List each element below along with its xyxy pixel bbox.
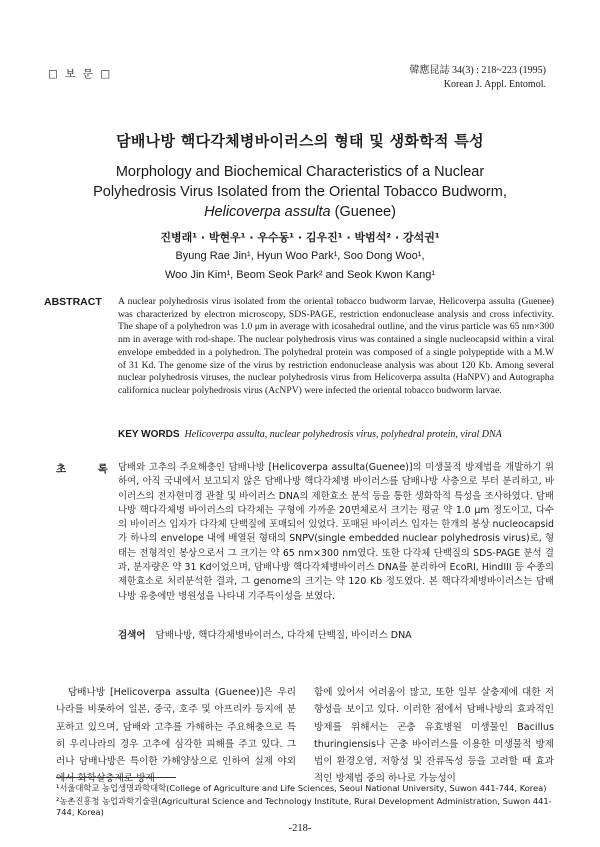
footnote-2: ²농촌진흥청 농업과학기술원(Agricultural Science and Technology Institute, Rural Development Administration, Suwon 441-744, Korea) <box>56 796 552 817</box>
footnote-divider <box>56 777 176 778</box>
title-en-line-1: Morphology and Biochemical Characteristics of a Nuclear <box>115 164 485 180</box>
journal-name: Korean J. Appl. Entomol. <box>443 79 546 90</box>
journal-volume: 韓應昆誌 34(3) : 218~223 (1995) <box>409 65 546 76</box>
footnote-1: ¹서울대학교 농업생명과학대학(College of Agriculture and Life Sciences, Seoul National University, Suwon 441-744, Korea) <box>56 783 547 793</box>
korean-abstract-text: 담배와 고추의 주요해충인 담배나방 [Helicoverpa assulta(Guenee)]의 미생물적 방제법을 개발하기 위하여, 아직 국내에서 보고되지 않은 담배나방 핵다각체병 바이러스를 담배나방 사충으로 부터 분리하고, 바이러스의 전자현미경 관찰 및 바이러스 DNA의 제한효소 분석 등을 통한 생화학적 특성을 조사하였다. 담배나방 핵다각체병 바이러스의 다각체는 구형에 가까운 20면체로서 크기는 평균 약 1.0 μm 정도이고, 다수의 바이러스 입자가 다각체 단백질에 포매되어 있었다. 포매된 바이러스 입자는 한개의 봉상 nucleocapsid가 하나의 envelope 내에 배열된 형태의 SNPV(single embedded nuclear polyhedrosis virus)로, 형태는 전형적인 봉상으로서 그 크기는 약 65 nm×300 nm였다. 또한 다각체 단백질의 SDS-PAGE 분석 결과, 분자량은 약 31 Kd이었으며, 담배나방 핵다각체병바이러스 DNA를 분리하여 EcoRI, HindIII 등 수종의 제한효소로 처리분석한 결과, 그 genome의 크기는 약 120 Kb 정도였다. 본 핵다각체병바이러스는 담배나방 유충에만 병원성을 나타내 기주특이성을 보였다. <box>118 462 554 602</box>
keywords-text: Helicoverpa assulta, nuclear polyhedrosis virus, polyhedral protein, viral DNA <box>184 429 502 440</box>
title-en-line-3 <box>60 202 540 222</box>
body-column-right: 함에 있어서 어려움이 많고, 또한 일부 살충제에 대한 저항성을 보이고 있다. 이러한 점에서 담배나방의 효과적인 방제를 위해서는 곤충 유효병원 미생물인 Bacillus thuringiensis나 곤충 바이러스를 이용한 미생물적 방제법이 환경오염, 저항성 및 잔류독성 등을 고려할 때 효과적인 방제법 중의 하나로 가능성이 <box>314 687 554 785</box>
korean-abstract-label: 초 록 <box>56 463 122 475</box>
korean-keywords <box>118 627 412 641</box>
authors-korean: 진병래¹ · 박현우¹ · 우수동¹ · 김우진¹ · 박범석² · 강석권¹ <box>160 231 440 244</box>
author-list <box>60 228 540 285</box>
journal-citation <box>409 64 546 92</box>
authors-en-line-2: Woo Jin Kim¹, Beom Seok Park² and Seok Kwon Kang¹ <box>164 269 436 281</box>
body-column-left: 담배나방 [Helicoverpa assulta (Guenee)]은 우리나라를 비롯하여 일본, 중국, 호주 및 아프리카 등지에 분포하고 있으며, 담배와 고추를 가해하는 주요해충으로 특히 우리나라의 경우 고추에 심각한 피해를 주고 있다. 그러나 담배나방은 특이한 가해양상으로 인하여 실제 야외에서 화학살충제로 방제 <box>56 687 296 785</box>
species-author: (Guenee) <box>330 204 396 220</box>
korean-keywords-label: 검색어 <box>118 630 146 641</box>
abstract-text: A nuclear polyhedrosis virus isolated from the oriental tobacco budworm larvae, Helicoverpa assulta (Guenee) was characterized by electron microscopy, SDS-PAGE, restriction endonuclease analysis and cross infectivity. The shape of a polyhedron was 1.0 μm in average with icosahedral outline, and the virus particle was 65 nm×300 nm in average with rod-shape. The nuclear polyhedrosis virus was contained a single nucleocapsid within a viral envelope embedded in a polyhedron. The polyhedral protein was composed of a single polypeptide with a M.W of 31 Kd. The genome size of the virus by restriction endonuclease analysis was about 120 Kb. Among several nuclear polyhedrosis viruses, the nuclear polyhedrosis virus from Helicoverpa assulta (HaNPV) and Autographa californica nuclear polyhedrosis virus (AcNPV) were infected the oriental tobacco budworm larvae. <box>118 296 554 396</box>
keywords-label: KEY WORDS <box>118 429 180 440</box>
species-name: Helicoverpa assulta <box>204 204 331 220</box>
title-korean: 담배나방 핵다각체병바이러스의 형태 및 생화학적 특성 <box>116 132 484 150</box>
keywords <box>118 429 554 440</box>
korean-keywords-text: 담배나방, 핵다각체병바이러스, 다각체 단백질, 바이러스 DNA <box>155 630 412 641</box>
title-english <box>60 162 540 222</box>
authors-en-line-1: Byung Rae Jin¹, Hyun Woo Park¹, Soo Dong Woo¹, <box>175 250 425 262</box>
abstract-label: ABSTRACT <box>44 296 102 308</box>
section-label: □ 보 문 □ <box>48 68 113 80</box>
title-en-line-2: Polyhedrosis Virus Isolated from the Oriental Tobacco Budworm, <box>93 184 507 200</box>
page-number: -218- <box>288 823 312 834</box>
